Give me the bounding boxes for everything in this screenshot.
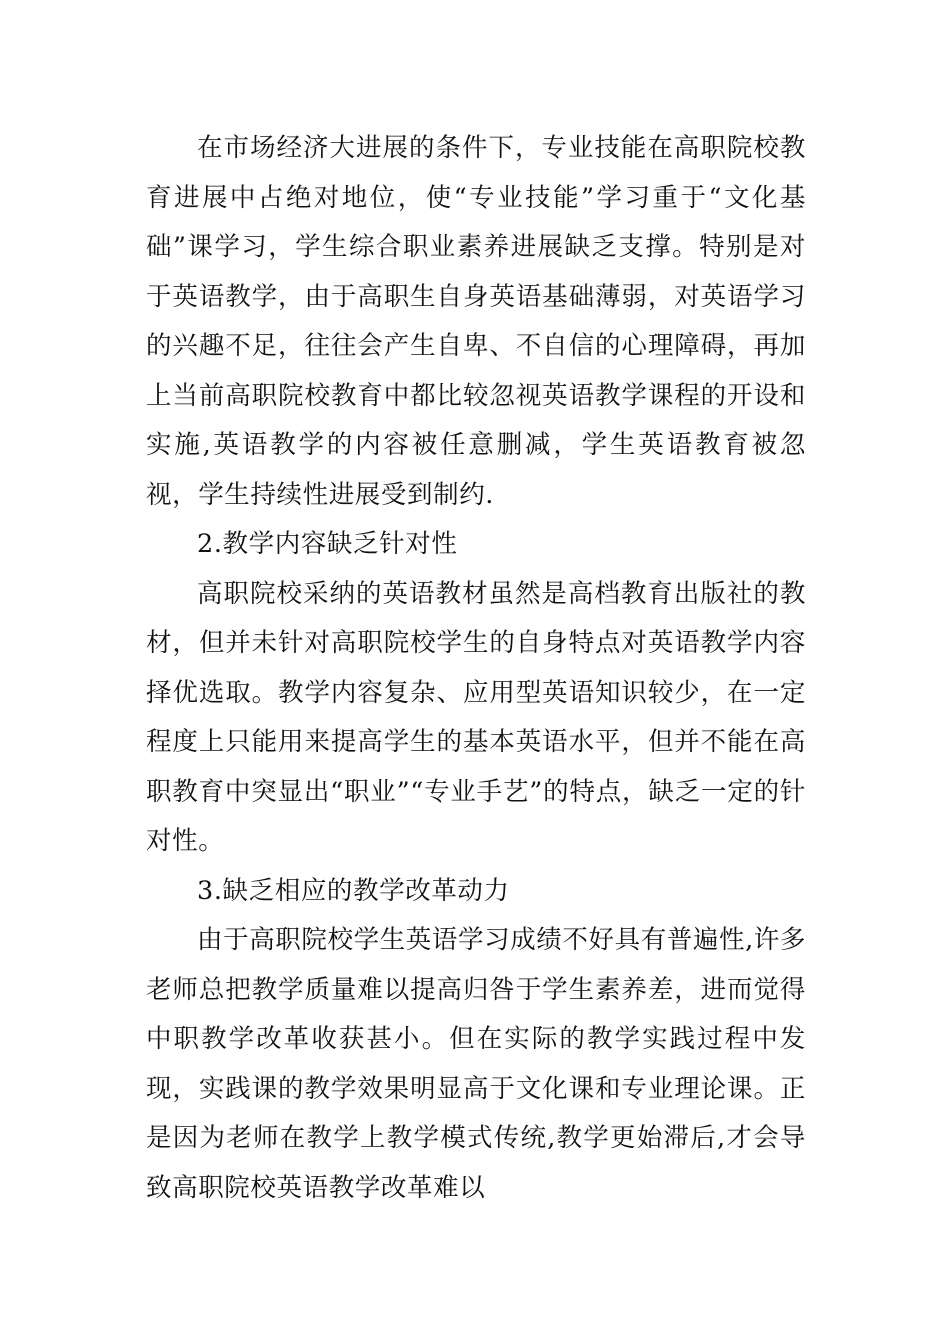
paragraph-reform-difficulty: 由于高职院校学生英语学习成绩不好具有普遍性,许多老师总把教学质量难以提高归咎于学生素养差，进而觉得中职教学改革收获甚小。但在实际的教学实践过程中发现，实践课的教学效果明显高于文化课和专业理论课。正是因为老师在教学上教学模式传统,教学更始滞后,才会导致高职院校英语教学改革难以 xyxy=(146,925,807,1203)
document-body xyxy=(146,124,806,1213)
paragraph-textbook-content: 高职院校采纳的英语教材虽然是高档教育出版社的教材，但并未针对高职院校学生的自身特点对英语教学内容择优选取。教学内容复杂、应用型英语知识较少，在一定程度上只能用来提高学生的基本英语水平，但并不能在高职教育中突显出“职业”“专业手艺”的特点，缺乏一定的针对性。 xyxy=(146,578,806,856)
section-heading-content-targeting: 2.教学内容缺乏针对性 xyxy=(197,529,458,559)
section-heading-reform-motivation: 3.缺乏相应的教学改革动力 xyxy=(197,875,510,906)
paragraph-vocational-skills: 在市场经济大进展的条件下，专业技能在高职院校教育进展中占绝对地位，使“专业技能”学习重于“文化基础”课学习，学生综合职业素养进展缺乏支撑。特别是对于英语教学，由于高职生自身英语基础薄弱，对英语学习的兴趣不足，往往会产生自卑、不自信的心理障碍，再加上当前高职院校教育中都比较忽视英语教学课程的开设和实施,英语教学的内容被任意删减，学生英语教育被忽视，学生持续性进展受到制约. xyxy=(146,133,806,510)
